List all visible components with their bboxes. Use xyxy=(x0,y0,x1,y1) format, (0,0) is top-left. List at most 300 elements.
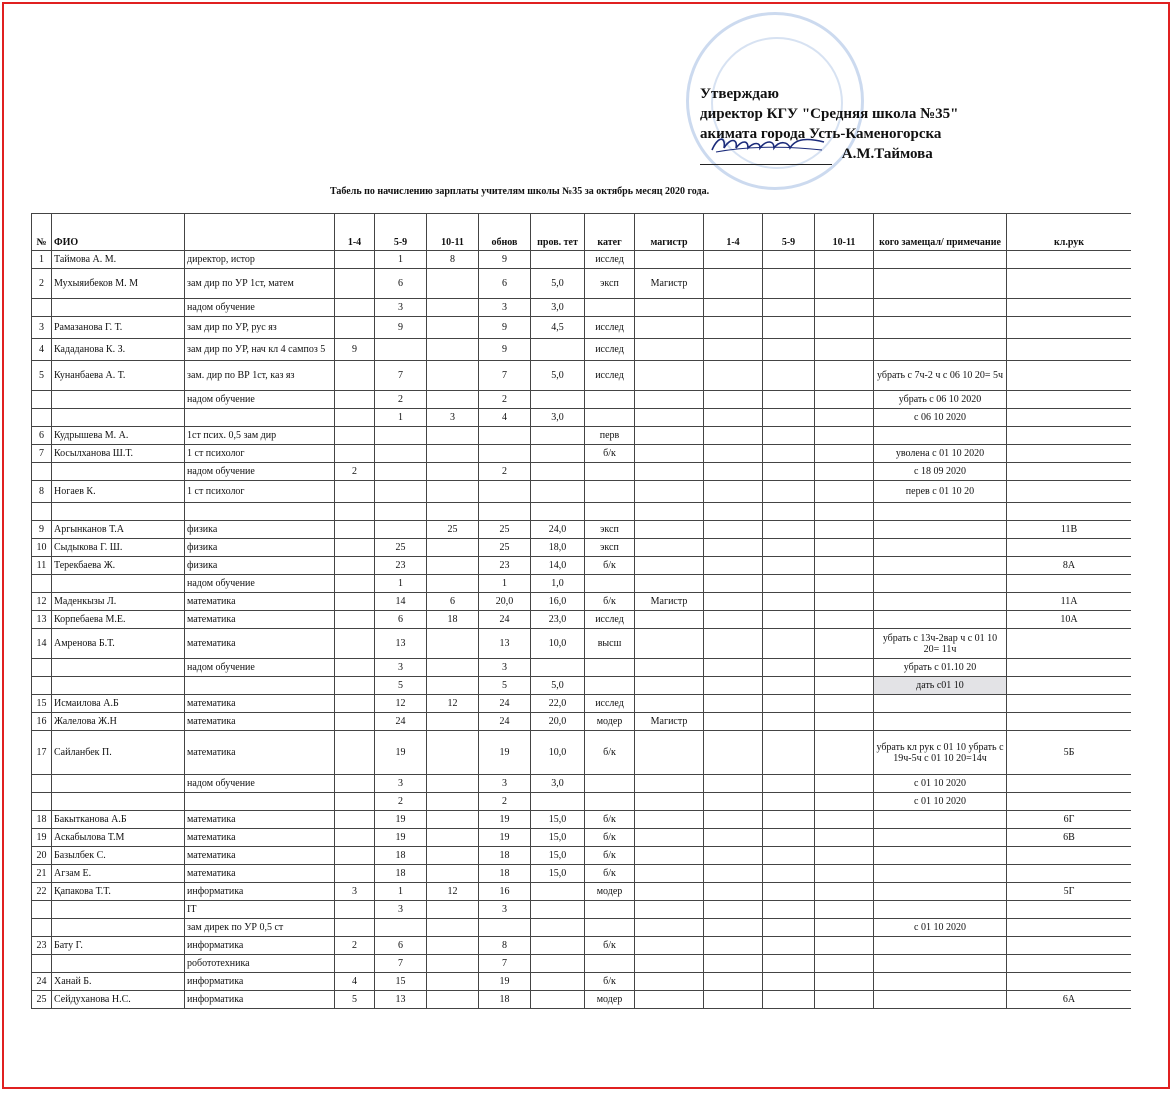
cell-g14 xyxy=(335,713,375,731)
cell-g1011 xyxy=(427,919,479,937)
empty-cell xyxy=(704,937,763,955)
cell-subject: надом обучение xyxy=(185,463,335,481)
cell-subject: математика xyxy=(185,611,335,629)
cell-g14 xyxy=(335,521,375,539)
cell-name: Мухыяибеков М. М xyxy=(52,269,185,299)
cell-prov: 10,0 xyxy=(531,629,585,659)
cell-g1011 xyxy=(427,575,479,593)
cell-num: 14 xyxy=(32,629,52,659)
empty-cell xyxy=(763,865,815,883)
cell-cat: эксп xyxy=(585,269,635,299)
cell-cat xyxy=(585,901,635,919)
cell-subject: математика xyxy=(185,731,335,775)
cell-cat: модер xyxy=(585,991,635,1009)
cell-name: Бакытканова А.Б xyxy=(52,811,185,829)
cell-prov: 14,0 xyxy=(531,557,585,575)
cell-num xyxy=(32,677,52,695)
signature-line xyxy=(700,144,832,165)
table-row xyxy=(32,659,1132,677)
empty-cell xyxy=(815,847,874,865)
cell-klruk: 6Г xyxy=(1007,811,1132,829)
empty-cell xyxy=(763,445,815,463)
cell-name: Маденкызы Л. xyxy=(52,593,185,611)
empty-cell xyxy=(704,521,763,539)
cell-g59 xyxy=(375,521,427,539)
empty-cell xyxy=(704,629,763,659)
cell-note: уволена с 01 10 2020 xyxy=(874,445,1007,463)
cell-num: 15 xyxy=(32,695,52,713)
cell-subject xyxy=(185,409,335,427)
cell-g14 xyxy=(335,503,375,521)
cell-num xyxy=(32,659,52,677)
cell-name xyxy=(52,793,185,811)
cell-subject: информатика xyxy=(185,973,335,991)
cell-mag xyxy=(635,611,704,629)
cell-g14 xyxy=(335,299,375,317)
cell-note: убрать с 01.10 20 xyxy=(874,659,1007,677)
empty-cell xyxy=(815,775,874,793)
cell-mag xyxy=(635,539,704,557)
cell-cat: исслед xyxy=(585,361,635,391)
cell-g1011 xyxy=(427,481,479,503)
cell-mag xyxy=(635,883,704,901)
cell-g1011 xyxy=(427,463,479,481)
cell-mag xyxy=(635,575,704,593)
cell-mag xyxy=(635,463,704,481)
table-row xyxy=(32,847,1132,865)
empty-cell xyxy=(763,503,815,521)
cell-note: убрать кл рук с 01 10 убрать с 19ч-5ч с 01 10 20=14ч xyxy=(874,731,1007,775)
table-row xyxy=(32,811,1132,829)
cell-mag xyxy=(635,557,704,575)
cell-note xyxy=(874,299,1007,317)
empty-cell xyxy=(763,593,815,611)
cell-g1011 xyxy=(427,865,479,883)
cell-prov: 15,0 xyxy=(531,847,585,865)
cell-g14: 3 xyxy=(335,883,375,901)
empty-cell xyxy=(704,829,763,847)
cell-klruk xyxy=(1007,901,1132,919)
cell-g59 xyxy=(375,339,427,361)
cell-note xyxy=(874,521,1007,539)
empty-cell xyxy=(704,251,763,269)
cell-obnov: 7 xyxy=(479,361,531,391)
cell-note: дать с01 10 xyxy=(874,677,1007,695)
empty-cell xyxy=(815,901,874,919)
table-row xyxy=(32,865,1132,883)
cell-obnov: 18 xyxy=(479,991,531,1009)
empty-cell xyxy=(815,503,874,521)
document-title: Табель по начислению зарплаты учителям школы №35 за октябрь месяц 2020 года. xyxy=(330,186,710,197)
cell-g1011 xyxy=(427,829,479,847)
cell-cat xyxy=(585,503,635,521)
cell-g59: 15 xyxy=(375,973,427,991)
table-row xyxy=(32,299,1132,317)
cell-name: Кунанбаева А. Т. xyxy=(52,361,185,391)
cell-note xyxy=(874,973,1007,991)
empty-cell xyxy=(763,463,815,481)
cell-mag xyxy=(635,629,704,659)
cell-g1011: 6 xyxy=(427,593,479,611)
cell-cat xyxy=(585,793,635,811)
cell-name xyxy=(52,503,185,521)
cell-g14 xyxy=(335,557,375,575)
cell-g59: 6 xyxy=(375,269,427,299)
cell-prov: 10,0 xyxy=(531,731,585,775)
cell-mag xyxy=(635,445,704,463)
table-row xyxy=(32,409,1132,427)
empty-cell xyxy=(763,557,815,575)
cell-g1011 xyxy=(427,445,479,463)
empty-cell xyxy=(704,659,763,677)
cell-subject xyxy=(185,503,335,521)
empty-cell xyxy=(704,865,763,883)
cell-g1011 xyxy=(427,299,479,317)
cell-mag xyxy=(635,811,704,829)
cell-prov: 5,0 xyxy=(531,269,585,299)
empty-cell xyxy=(704,847,763,865)
empty-cell xyxy=(815,251,874,269)
cell-cat xyxy=(585,919,635,937)
cell-g59 xyxy=(375,503,427,521)
cell-note: перев с 01 10 20 xyxy=(874,481,1007,503)
empty-cell xyxy=(763,731,815,775)
cell-cat xyxy=(585,463,635,481)
empty-cell xyxy=(704,883,763,901)
cell-klruk xyxy=(1007,361,1132,391)
cell-mag xyxy=(635,521,704,539)
cell-prov: 15,0 xyxy=(531,865,585,883)
cell-klruk xyxy=(1007,695,1132,713)
empty-cell xyxy=(763,883,815,901)
cell-obnov: 3 xyxy=(479,775,531,793)
empty-cell xyxy=(763,299,815,317)
cell-mag xyxy=(635,659,704,677)
empty-cell xyxy=(815,629,874,659)
cell-g59: 3 xyxy=(375,299,427,317)
column-header: магистр xyxy=(635,214,704,251)
cell-name: Жалелова Ж.Н xyxy=(52,713,185,731)
cell-g1011: 12 xyxy=(427,883,479,901)
cell-g1011 xyxy=(427,793,479,811)
cell-prov xyxy=(531,937,585,955)
cell-g1011: 8 xyxy=(427,251,479,269)
cell-prov xyxy=(531,463,585,481)
cell-klruk xyxy=(1007,299,1132,317)
cell-subject: математика xyxy=(185,811,335,829)
cell-g1011: 12 xyxy=(427,695,479,713)
cell-note xyxy=(874,593,1007,611)
cell-klruk xyxy=(1007,629,1132,659)
cell-note xyxy=(874,557,1007,575)
cell-g14 xyxy=(335,575,375,593)
cell-g59: 13 xyxy=(375,991,427,1009)
cell-name: Ногаев К. xyxy=(52,481,185,503)
empty-cell xyxy=(815,955,874,973)
cell-note xyxy=(874,865,1007,883)
cell-klruk xyxy=(1007,427,1132,445)
empty-cell xyxy=(815,463,874,481)
cell-subject: 1 ст психолог xyxy=(185,445,335,463)
empty-cell xyxy=(815,713,874,731)
cell-g14 xyxy=(335,445,375,463)
cell-cat: эксп xyxy=(585,539,635,557)
approval-line-1: Утверждаю xyxy=(700,86,779,102)
cell-prov xyxy=(531,445,585,463)
cell-klruk: 5Б xyxy=(1007,731,1132,775)
cell-cat: исслед xyxy=(585,695,635,713)
empty-cell xyxy=(815,677,874,695)
cell-g1011 xyxy=(427,731,479,775)
table-row xyxy=(32,361,1132,391)
table-row xyxy=(32,991,1132,1009)
cell-name xyxy=(52,775,185,793)
cell-g14 xyxy=(335,593,375,611)
cell-num: 7 xyxy=(32,445,52,463)
cell-obnov: 9 xyxy=(479,317,531,339)
cell-g59: 7 xyxy=(375,955,427,973)
table-body xyxy=(32,251,1132,1009)
cell-klruk xyxy=(1007,955,1132,973)
cell-prov: 3,0 xyxy=(531,775,585,793)
cell-cat: б/к xyxy=(585,445,635,463)
cell-num xyxy=(32,391,52,409)
empty-cell xyxy=(763,269,815,299)
cell-mag: Магистр xyxy=(635,713,704,731)
empty-cell xyxy=(763,829,815,847)
cell-note xyxy=(874,317,1007,339)
cell-obnov: 2 xyxy=(479,793,531,811)
cell-obnov: 19 xyxy=(479,973,531,991)
table-row xyxy=(32,445,1132,463)
cell-g59: 1 xyxy=(375,883,427,901)
cell-klruk: 10А xyxy=(1007,611,1132,629)
cell-num xyxy=(32,409,52,427)
cell-g14 xyxy=(335,361,375,391)
cell-klruk xyxy=(1007,251,1132,269)
cell-obnov: 19 xyxy=(479,829,531,847)
cell-obnov: 3 xyxy=(479,659,531,677)
cell-subject: зам дир по УР, рус яз xyxy=(185,317,335,339)
cell-prov xyxy=(531,503,585,521)
cell-cat: б/к xyxy=(585,847,635,865)
cell-mag xyxy=(635,793,704,811)
empty-cell xyxy=(815,539,874,557)
cell-g14 xyxy=(335,539,375,557)
table-row xyxy=(32,677,1132,695)
column-header: кл.рук xyxy=(1007,214,1132,251)
empty-cell xyxy=(704,575,763,593)
cell-subject: 1 ст психолог xyxy=(185,481,335,503)
table-row xyxy=(32,695,1132,713)
cell-g1011 xyxy=(427,269,479,299)
cell-cat: эксп xyxy=(585,521,635,539)
cell-prov: 22,0 xyxy=(531,695,585,713)
empty-cell xyxy=(763,427,815,445)
cell-klruk: 6А xyxy=(1007,991,1132,1009)
empty-cell xyxy=(815,919,874,937)
cell-name xyxy=(52,575,185,593)
cell-name: Терекбаева Ж. xyxy=(52,557,185,575)
cell-mag xyxy=(635,317,704,339)
cell-g14 xyxy=(335,251,375,269)
column-header: 10-11 xyxy=(815,214,874,251)
cell-g14: 2 xyxy=(335,463,375,481)
cell-cat xyxy=(585,659,635,677)
cell-subject xyxy=(185,793,335,811)
cell-klruk xyxy=(1007,919,1132,937)
table-row xyxy=(32,481,1132,503)
cell-mag xyxy=(635,955,704,973)
cell-note: с 01 10 2020 xyxy=(874,919,1007,937)
cell-name xyxy=(52,919,185,937)
cell-g14 xyxy=(335,775,375,793)
cell-klruk: 5Г xyxy=(1007,883,1132,901)
column-header: катег xyxy=(585,214,635,251)
cell-mag xyxy=(635,361,704,391)
empty-cell xyxy=(704,481,763,503)
cell-obnov: 3 xyxy=(479,901,531,919)
empty-cell xyxy=(815,317,874,339)
cell-klruk xyxy=(1007,659,1132,677)
empty-cell xyxy=(704,731,763,775)
cell-note xyxy=(874,251,1007,269)
column-header xyxy=(185,214,335,251)
cell-g59: 6 xyxy=(375,937,427,955)
empty-cell xyxy=(704,503,763,521)
cell-num xyxy=(32,575,52,593)
empty-cell xyxy=(763,901,815,919)
table-row xyxy=(32,575,1132,593)
empty-cell xyxy=(704,463,763,481)
empty-cell xyxy=(704,445,763,463)
cell-g14: 5 xyxy=(335,991,375,1009)
cell-klruk xyxy=(1007,503,1132,521)
cell-g1011 xyxy=(427,677,479,695)
empty-cell xyxy=(763,391,815,409)
table-row xyxy=(32,955,1132,973)
cell-klruk: 11А xyxy=(1007,593,1132,611)
table-header-row xyxy=(32,214,1132,251)
cell-obnov: 18 xyxy=(479,865,531,883)
cell-note: убрать с 06 10 2020 xyxy=(874,391,1007,409)
cell-prov: 3,0 xyxy=(531,299,585,317)
empty-cell xyxy=(815,557,874,575)
cell-obnov: 2 xyxy=(479,391,531,409)
cell-name: Рамазанова Г. Т. xyxy=(52,317,185,339)
cell-g1011 xyxy=(427,955,479,973)
empty-cell xyxy=(763,339,815,361)
cell-subject: информатика xyxy=(185,991,335,1009)
cell-mag xyxy=(635,775,704,793)
cell-g14 xyxy=(335,611,375,629)
cell-g1011 xyxy=(427,811,479,829)
cell-g59 xyxy=(375,481,427,503)
cell-num: 8 xyxy=(32,481,52,503)
cell-note xyxy=(874,901,1007,919)
cell-g14 xyxy=(335,919,375,937)
cell-g59: 18 xyxy=(375,865,427,883)
table-row xyxy=(32,919,1132,937)
empty-cell xyxy=(815,865,874,883)
column-header: обнов xyxy=(479,214,531,251)
cell-mag xyxy=(635,251,704,269)
empty-cell xyxy=(815,269,874,299)
cell-g1011 xyxy=(427,659,479,677)
cell-prov: 16,0 xyxy=(531,593,585,611)
table-row xyxy=(32,629,1132,659)
cell-mag xyxy=(635,829,704,847)
table-row xyxy=(32,973,1132,991)
cell-g1011 xyxy=(427,557,479,575)
cell-prov: 20,0 xyxy=(531,713,585,731)
empty-cell xyxy=(704,539,763,557)
cell-prov xyxy=(531,427,585,445)
empty-cell xyxy=(704,339,763,361)
cell-klruk: 8А xyxy=(1007,557,1132,575)
cell-num: 24 xyxy=(32,973,52,991)
cell-prov: 5,0 xyxy=(531,361,585,391)
cell-note xyxy=(874,339,1007,361)
cell-obnov: 9 xyxy=(479,339,531,361)
cell-cat xyxy=(585,409,635,427)
empty-cell xyxy=(704,793,763,811)
table-row xyxy=(32,539,1132,557)
empty-cell xyxy=(815,339,874,361)
cell-note xyxy=(874,269,1007,299)
cell-num: 12 xyxy=(32,593,52,611)
empty-cell xyxy=(815,659,874,677)
cell-name xyxy=(52,391,185,409)
cell-prov xyxy=(531,883,585,901)
cell-g59: 1 xyxy=(375,251,427,269)
empty-cell xyxy=(815,427,874,445)
empty-cell xyxy=(763,539,815,557)
cell-g59: 3 xyxy=(375,901,427,919)
cell-note xyxy=(874,955,1007,973)
cell-num xyxy=(32,793,52,811)
approval-line-2: директор КГУ "Средняя школа №35" xyxy=(700,106,959,122)
cell-mag xyxy=(635,503,704,521)
cell-klruk xyxy=(1007,973,1132,991)
cell-num: 1 xyxy=(32,251,52,269)
cell-mag xyxy=(635,481,704,503)
column-header: кого замещал/ примечание xyxy=(874,214,1007,251)
cell-num xyxy=(32,919,52,937)
column-header: 1-4 xyxy=(335,214,375,251)
cell-g59 xyxy=(375,463,427,481)
cell-prov: 18,0 xyxy=(531,539,585,557)
table-row xyxy=(32,611,1132,629)
cell-g1011 xyxy=(427,973,479,991)
cell-g59: 5 xyxy=(375,677,427,695)
cell-g14 xyxy=(335,677,375,695)
cell-name xyxy=(52,409,185,427)
cell-subject: математика xyxy=(185,865,335,883)
cell-g14: 4 xyxy=(335,973,375,991)
table-row xyxy=(32,269,1132,299)
empty-cell xyxy=(704,299,763,317)
empty-cell xyxy=(704,677,763,695)
cell-g1011 xyxy=(427,539,479,557)
cell-klruk xyxy=(1007,391,1132,409)
empty-cell xyxy=(704,775,763,793)
cell-g14 xyxy=(335,901,375,919)
empty-cell xyxy=(704,391,763,409)
table-row xyxy=(32,317,1132,339)
cell-name: Исмаилова А.Б xyxy=(52,695,185,713)
cell-g59: 13 xyxy=(375,629,427,659)
